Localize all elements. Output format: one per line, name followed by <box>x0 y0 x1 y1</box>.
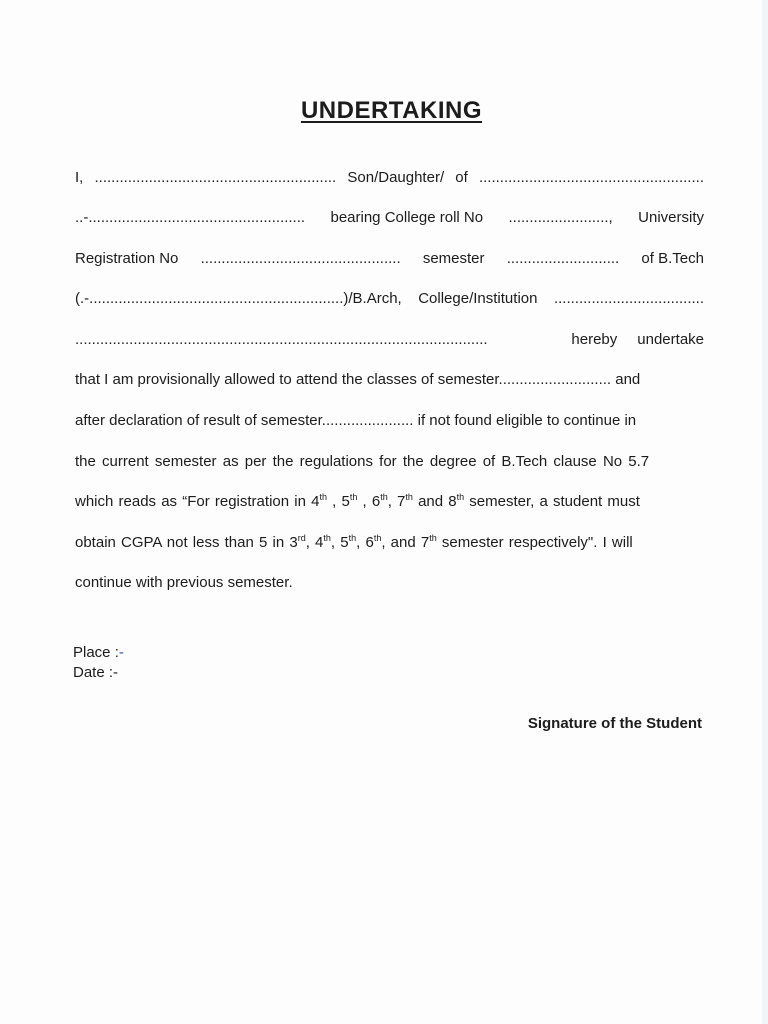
blank-field: ........................, <box>508 209 613 226</box>
blank-field: .................................... <box>553 290 704 307</box>
ordinal-suffix: th <box>349 492 358 502</box>
date-label: Date :- <box>73 664 119 681</box>
text-segment: University <box>638 209 704 226</box>
text-segment: semester, a student must <box>464 493 640 510</box>
text-line-1 <box>75 167 704 189</box>
text-segment: undertake <box>637 331 704 348</box>
ordinal-suffix: th <box>373 533 382 543</box>
ordinal-suffix: th <box>456 492 465 502</box>
text-line-2 <box>75 207 704 229</box>
text-segment: obtain CGPA not less than 5 in 3 <box>75 534 298 551</box>
text-segment: bearing College roll No <box>330 209 484 226</box>
text-line-7: after declaration of result of semester...................... if not found eligible to continue in <box>75 412 637 429</box>
blank-field: ...................................................... <box>478 169 704 186</box>
text-segment: I, <box>75 169 84 186</box>
text-segment: College/Institution <box>418 290 538 307</box>
text-line-11: continue with previous semester. <box>75 574 293 591</box>
text-segment: , 6 <box>356 534 374 551</box>
text-segment: Registration No <box>75 250 179 267</box>
text-line-4 <box>75 288 704 310</box>
ordinal-suffix: th <box>429 533 437 543</box>
ordinal-suffix: th <box>380 492 388 502</box>
text-segment: semester <box>422 250 485 267</box>
text-segment: hereby <box>571 331 618 348</box>
blank-field: ................................................ <box>200 250 401 267</box>
blank-field: ................................................................................................... <box>75 331 488 348</box>
ordinal-suffix: th <box>323 533 331 543</box>
text-segment: semester respectively". I will <box>436 534 633 551</box>
text-line-10 <box>75 532 704 554</box>
text-segment: , and 7 <box>381 534 430 551</box>
text-segment: , 4 <box>305 534 324 551</box>
place-label: Place : <box>73 644 119 661</box>
text-segment: , 5 <box>326 493 350 510</box>
text-line-9 <box>75 491 704 513</box>
text-line-5 <box>75 329 704 351</box>
text-line-8: the current semester as per the regulations for the degree of B.Tech clause No 5.7 <box>75 453 650 470</box>
text-line-6: that I am provisionally allowed to attend the classes of semester........................... and <box>75 371 641 388</box>
blank-field: (.-.............................................................)/B.Arch, <box>75 290 402 307</box>
text-segment: of <box>455 169 468 186</box>
text-line-3 <box>75 248 704 270</box>
ordinal-suffix: th <box>319 492 327 502</box>
text-segment: , 5 <box>330 534 349 551</box>
ordinal-suffix: th <box>348 533 357 543</box>
blank-field: .......................................................... <box>94 169 337 186</box>
page-edge <box>762 0 768 1024</box>
signature-label: Signature of the Student <box>527 715 702 732</box>
ordinal-suffix: rd <box>297 533 306 543</box>
page-title: UNDERTAKING <box>300 97 483 124</box>
text-segment: , 6 <box>357 493 381 510</box>
text-segment: Son/Daughter/ <box>347 169 445 186</box>
text-segment: and 8 <box>412 493 457 510</box>
place-mark: - <box>118 644 124 661</box>
text-segment: , 7 <box>387 493 406 510</box>
text-segment: of B.Tech <box>641 250 704 267</box>
blank-field: ..-.................................................... <box>75 209 306 226</box>
blank-field: ........................... <box>506 250 620 267</box>
text-segment: which reads as “For registration in 4 <box>75 493 320 510</box>
ordinal-suffix: th <box>405 492 413 502</box>
place-date-block <box>73 643 124 683</box>
place-row <box>73 643 124 663</box>
